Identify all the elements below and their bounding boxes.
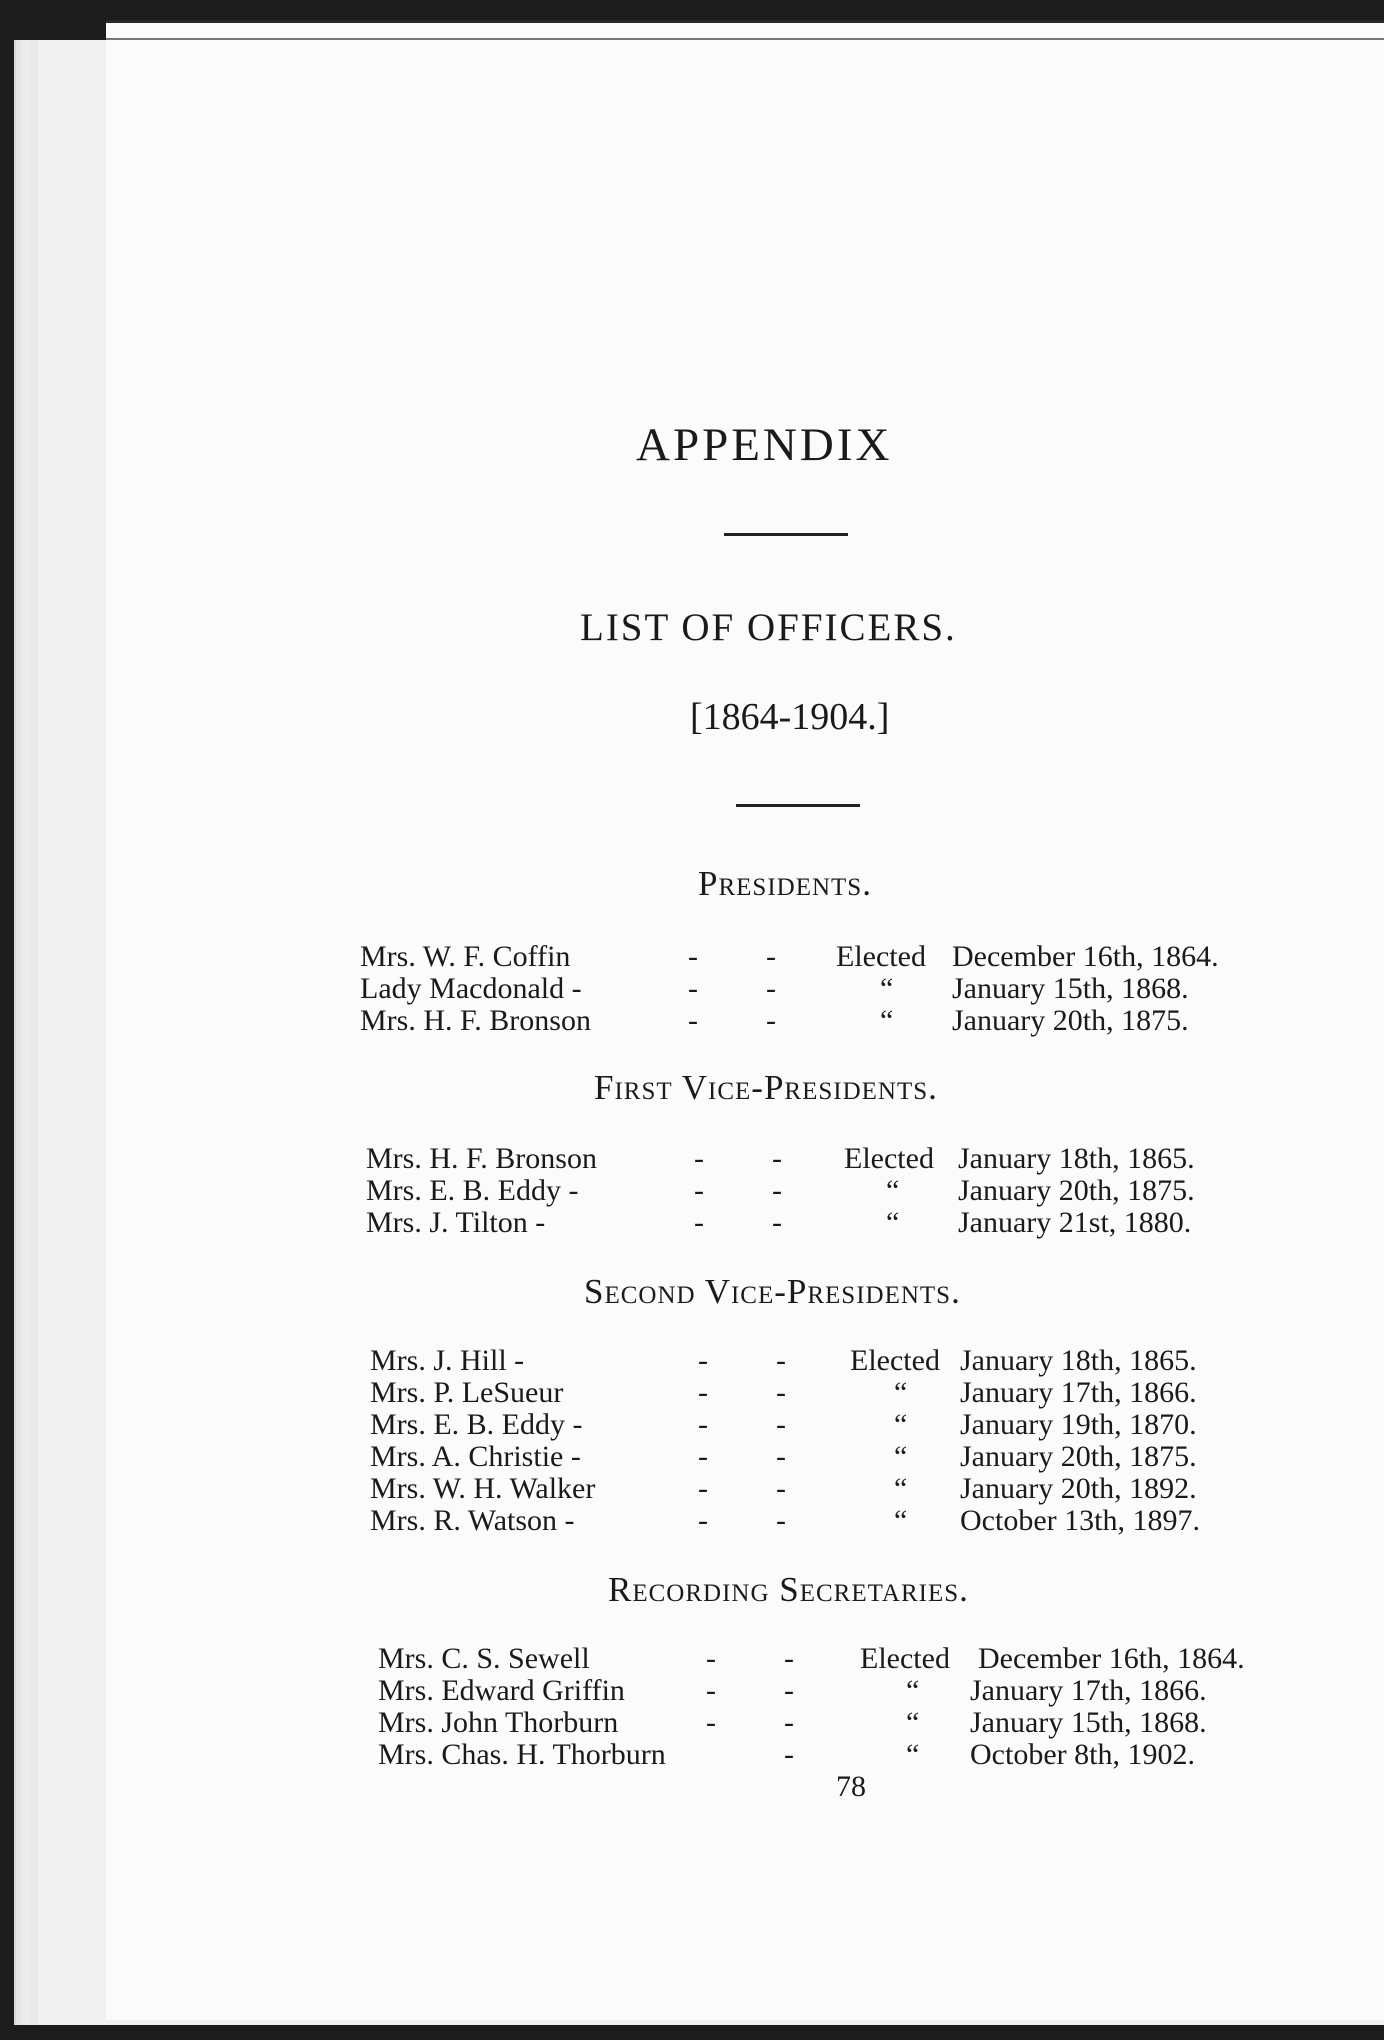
election-date: January 20th, 1875. — [960, 1440, 1197, 1473]
election-date: January 18th, 1865. — [958, 1142, 1195, 1175]
officer-row — [370, 1440, 1270, 1472]
section-heading-second-vice-presidents: Second Vice-Presidents. — [584, 1272, 961, 1311]
leader-dash: - — [784, 1642, 794, 1675]
section-heading-recording-secretaries: Recording Secretaries. — [608, 1570, 969, 1609]
ditto-mark: “ — [886, 1174, 900, 1207]
elected-label: Elected — [850, 1344, 940, 1377]
officer-row — [370, 1408, 1270, 1440]
officer-row — [378, 1706, 1278, 1738]
leader-dash: - — [698, 1504, 708, 1537]
leader-dash: - — [698, 1440, 708, 1473]
officer-name: Mrs. J. Hill - — [370, 1344, 525, 1377]
leader-dash: - — [784, 1738, 794, 1771]
officer-row — [360, 972, 1260, 1004]
leader-dash: - — [694, 1142, 704, 1175]
leader-dash: - — [706, 1674, 716, 1707]
ditto-mark: “ — [880, 972, 894, 1005]
election-date: October 8th, 1902. — [970, 1738, 1195, 1771]
appendix-title: APPENDIX — [636, 419, 893, 471]
election-date: January 15th, 1868. — [952, 972, 1189, 1005]
election-date: January 18th, 1865. — [960, 1344, 1197, 1377]
officer-row — [366, 1142, 1266, 1174]
officer-name: Mrs. John Thorburn — [378, 1706, 619, 1739]
leader-dash: - — [776, 1376, 786, 1409]
ditto-mark: “ — [906, 1706, 920, 1739]
leader-dash: - — [772, 1206, 782, 1239]
election-date: January 21st, 1880. — [958, 1206, 1192, 1239]
election-date: December 16th, 1864. — [952, 940, 1219, 973]
officer-name: Mrs. W. F. Coffin — [360, 940, 571, 973]
officer-row — [370, 1504, 1270, 1536]
ditto-mark: “ — [894, 1376, 908, 1409]
officer-name: Mrs. Chas. H. Thorburn — [378, 1738, 666, 1771]
elected-label: Elected — [836, 940, 926, 973]
officer-row — [378, 1674, 1278, 1706]
ditto-mark: “ — [906, 1738, 920, 1771]
election-date: January 20th, 1892. — [960, 1472, 1197, 1505]
leader-dash: - — [694, 1174, 704, 1207]
leader-dash: - — [776, 1504, 786, 1537]
officer-name: Mrs. A. Christie - — [370, 1440, 581, 1473]
officer-name: Mrs. R. Watson - — [370, 1504, 575, 1537]
officer-name: Mrs. W. H. Walker — [370, 1472, 596, 1505]
officer-row — [370, 1344, 1270, 1376]
leader-dash: - — [776, 1344, 786, 1377]
officer-name: Mrs. P. LeSueur — [370, 1376, 564, 1409]
leader-dash: - — [698, 1344, 708, 1377]
officer-row — [378, 1738, 1278, 1770]
leader-dash: - — [776, 1472, 786, 1505]
officer-name: Mrs. E. B. Eddy - — [366, 1174, 579, 1207]
leader-dash: - — [772, 1174, 782, 1207]
officer-row — [370, 1376, 1270, 1408]
ditto-mark: “ — [906, 1674, 920, 1707]
officer-name: Mrs. E. B. Eddy - — [370, 1408, 583, 1441]
election-date: October 13th, 1897. — [960, 1504, 1200, 1537]
leader-dash: - — [766, 972, 776, 1005]
ditto-mark: “ — [886, 1206, 900, 1239]
leader-dash: - — [766, 940, 776, 973]
ditto-mark: “ — [894, 1504, 908, 1537]
ditto-mark: “ — [894, 1408, 908, 1441]
leader-dash: - — [776, 1408, 786, 1441]
leader-dash: - — [688, 972, 698, 1005]
title-rule — [724, 533, 848, 536]
section-rule — [736, 804, 860, 807]
leader-dash: - — [698, 1408, 708, 1441]
leader-dash: - — [776, 1440, 786, 1473]
election-date: January 15th, 1868. — [970, 1706, 1207, 1739]
officer-name: Mrs. C. S. Sewell — [378, 1642, 590, 1675]
officer-name: Lady Macdonald - — [360, 972, 582, 1005]
officer-row — [360, 1004, 1260, 1036]
election-date: January 17th, 1866. — [970, 1674, 1207, 1707]
officer-name: Mrs. H. F. Bronson — [360, 1004, 591, 1037]
elected-label: Elected — [844, 1142, 934, 1175]
officer-row — [366, 1174, 1266, 1206]
leader-dash: - — [706, 1642, 716, 1675]
officer-row — [360, 940, 1260, 972]
officer-row — [366, 1206, 1266, 1238]
leader-dash: - — [784, 1674, 794, 1707]
officer-name: Mrs. J. Tilton - — [366, 1206, 546, 1239]
leader-dash: - — [698, 1472, 708, 1505]
officer-name: Mrs. Edward Griffin — [378, 1674, 625, 1707]
leader-dash: - — [706, 1706, 716, 1739]
section-heading-presidents: Presidents. — [698, 864, 872, 903]
ditto-mark: “ — [894, 1440, 908, 1473]
year-range: [1864-1904.] — [690, 696, 890, 738]
leader-dash: - — [698, 1376, 708, 1409]
leader-dash: - — [694, 1206, 704, 1239]
officer-row — [378, 1642, 1278, 1674]
election-date: January 20th, 1875. — [952, 1004, 1189, 1037]
election-date: January 17th, 1866. — [960, 1376, 1197, 1409]
elected-label: Elected — [860, 1642, 950, 1675]
ditto-mark: “ — [880, 1004, 894, 1037]
leader-dash: - — [688, 940, 698, 973]
leader-dash: - — [766, 1004, 776, 1037]
leader-dash: - — [688, 1004, 698, 1037]
election-date: December 16th, 1864. — [978, 1642, 1245, 1675]
ditto-mark: “ — [894, 1472, 908, 1505]
officer-name: Mrs. H. F. Bronson — [366, 1142, 597, 1175]
officer-row — [370, 1472, 1270, 1504]
election-date: January 20th, 1875. — [958, 1174, 1195, 1207]
leader-dash: - — [784, 1706, 794, 1739]
leader-dash: - — [772, 1142, 782, 1175]
election-date: January 19th, 1870. — [960, 1408, 1197, 1441]
list-title: LIST OF OFFICERS. — [580, 606, 957, 649]
page-number: 78 — [836, 1770, 866, 1803]
section-heading-first-vice-presidents: First Vice-Presidents. — [594, 1068, 938, 1107]
